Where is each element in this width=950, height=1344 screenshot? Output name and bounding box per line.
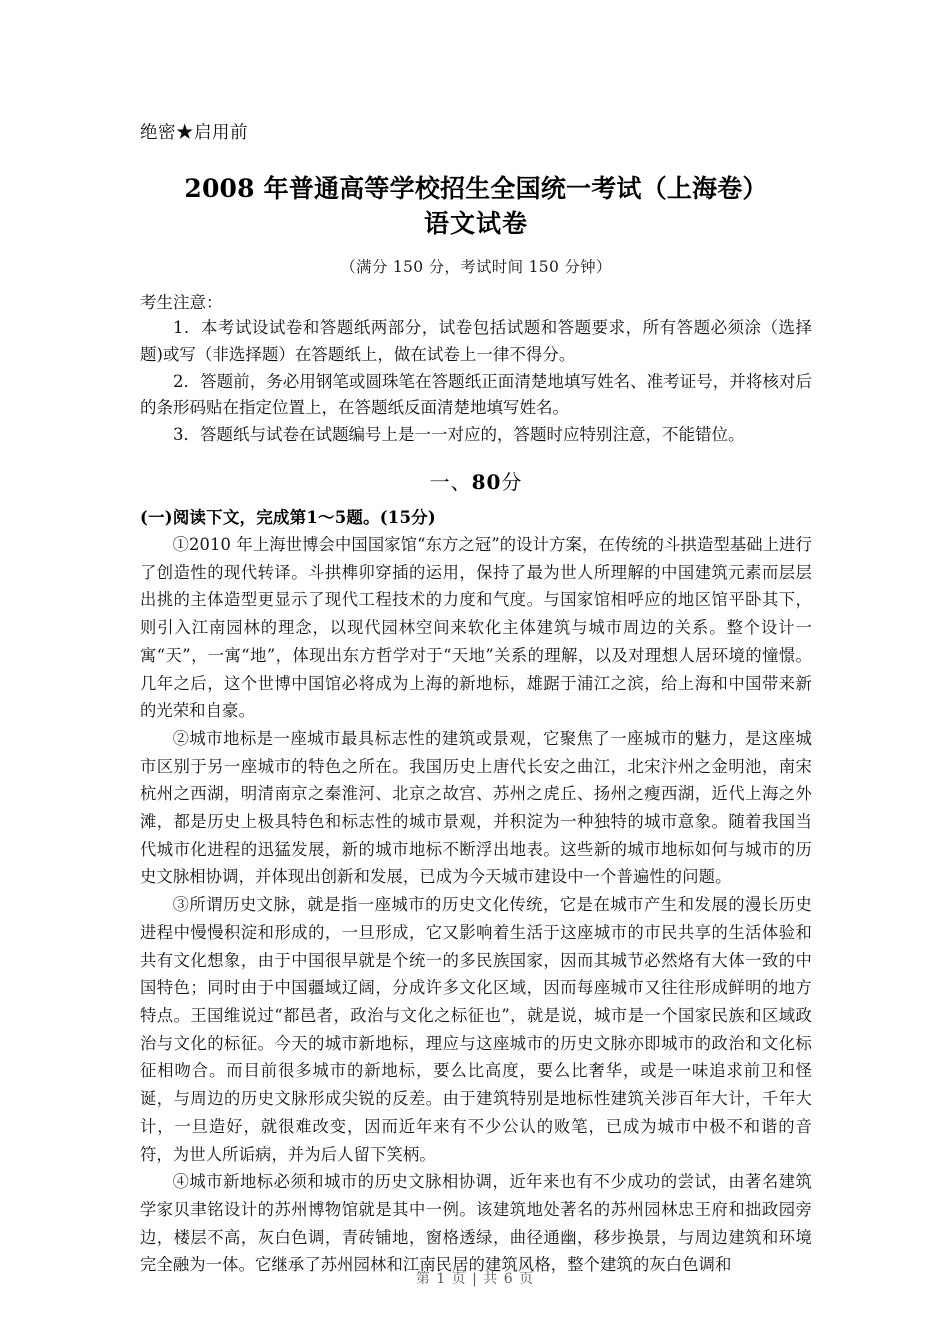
page-title: 2008 年普通高等学校招生全国统一考试（上海卷） — [184, 173, 768, 203]
notice-item: 3．答题纸与试卷在试题编号上是一一对应的，答题时应特别注意，不能错位。 — [173, 424, 745, 444]
exam-meta: （满分 150 分，考试时间 150 分钟） — [340, 257, 612, 276]
notice-item: 2．答题前，务必用钢笔或圆珠笔在答题纸正面清楚地填写姓名、准考证号，并将核对后的条形码贴在指定位置上，在答题纸反面清楚地填写姓名。 — [140, 371, 812, 418]
section-score: 80 — [471, 469, 502, 494]
notice-heading: 考生注意： — [140, 292, 223, 312]
section-heading — [140, 466, 812, 495]
passage-paragraph: ①2010 年上海世博会中国国家馆“东方之冠”的设计方案，在传统的斗拱造型基础上进行了创造性的现代转译。斗拱榫卯穿插的运用，保持了最为世人所理解的中国建筑元素而层层出挑的主体造型更显示了现代工程技术的力度和气度。与国家馆相呼应的地区馆平卧其下，则引入江南园林的理念，以现代园林空间来软化主体建筑与城市周边的关系。整个设计一寓“天”，一寓“地”，体现出东方哲学对于“天地”关系的理解，以及对理想人居环境的憧憬。几年之后，这个世博中国馆必将成为上海的新地标，雄踞于浦江之滨，给上海和中国带来新的光荣和自豪。 — [140, 535, 812, 721]
page-subtitle: 语文试卷 — [423, 209, 528, 239]
section-score-unit: 分 — [501, 469, 523, 494]
passage-paragraph: ④城市新地标必须和城市的历史文脉相协调，近年来也有不少成功的尝试，由著名建筑学家贝聿铭设计的苏州博物馆就是其中一例。该建筑地处著名的苏州园林忠王府和拙政园旁边，楼层不高，灰白色调，青砖铺地，窗格透绿，曲径通幽，移步换景，与周边建筑和环境完全融为一体。它继承了苏州园林和江南民居的建筑风格，整个建筑的灰白色调和 — [140, 1172, 812, 1275]
page-footer: 第 1 页 | 共 6 页 — [415, 1271, 535, 1287]
passage-instruction: (一)阅读下文，完成第1～5题。(15分) — [140, 507, 436, 527]
passage-paragraph: ③所谓历史文脉，就是指一座城市的历史文化传统，它是在城市产生和发展的漫长历史进程中慢慢积淀和形成的，一旦形成，它又影响着生活于这座城市的市民共享的生活体验和共有文化想象，由于中国很早就是个统一的多民族国家，因而其城节必然烙有大体一致的中国特色；同时由于中国疆域辽阔，分成许多文化区域，因而每座城市又往往形成鲜明的地方特点。王国维说过“都邑者，政治与文化之标征也”，就是说，城市是一个国家民族和区域政治与文化的标征。今天的城市新地标，理应与这座城市的历史文脉亦即城市的政治和文化标征相吻合。而目前很多城市的新地标，要么比高度，要么比奢华，或是一味追求前卫和怪诞，与周边的历史文脉形成尖锐的反差。由于建筑特别是地标性建筑关涉百年大计，千年大计，一旦造好，就很难改变，因而近年来有不少公认的败笔，已成为城市中极不和谐的音符，为世人所诟病，并为后人留下笑柄。 — [140, 895, 812, 1164]
section-label: 一、 — [429, 469, 472, 494]
passage-paragraph: ②城市地标是一座城市最具标志性的建筑或景观，它聚焦了一座城市的魅力，是这座城市区别于另一座城市的特色之所在。我国历史上唐代长安之曲江，北宋汴州之金明池，南宋杭州之西湖，明清南京之秦淮河、北京之故宫、苏州之虎丘、扬州之瘦西湖，近代上海之外滩，都是历史上极具特色和标志性的城市景观，并积淀为一种独特的城市意象。随着我国当代城市化进程的迅猛发展，新的城市地标不断浮出地表。这些新的城市地标如何与城市的历史文脉相协调，并体现出创新和发展，已成为今天城市建设中一个普遍性的问题。 — [140, 728, 812, 887]
secrecy-notice: 绝密★启用前 — [140, 123, 248, 143]
page-content — [140, 0, 812, 1279]
notice-item: 1．本考试设试卷和答题纸两部分，试卷包括试题和答题要求，所有答题必须涂（选择题)或写（非选择题）在答题纸上，做在试卷上一律不得分。 — [140, 318, 812, 364]
